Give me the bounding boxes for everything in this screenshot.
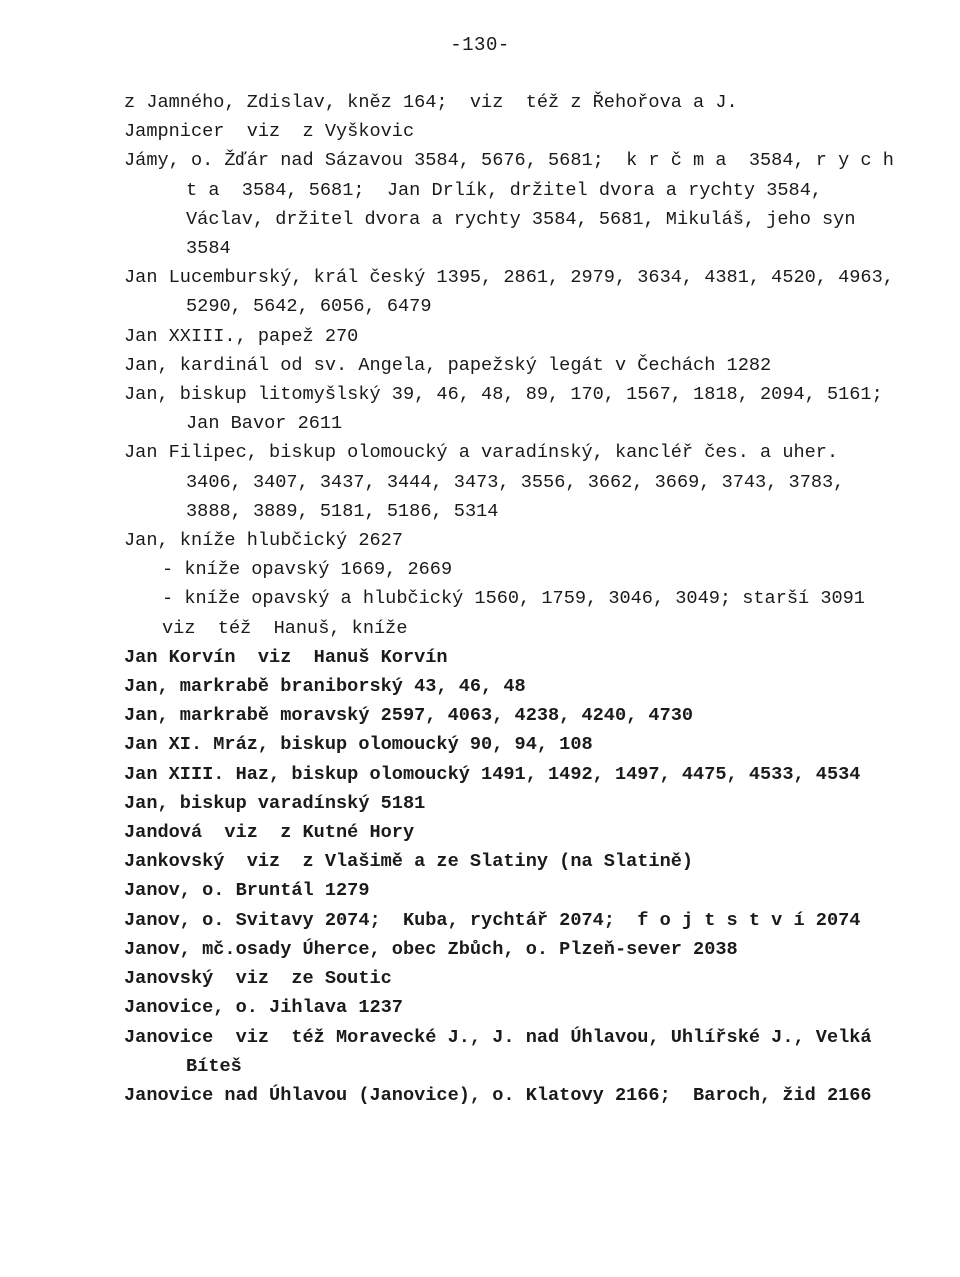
index-entry: Janovice nad Úhlavou (Janovice), o. Klatovy 2166; Baroch, žid 2166 — [124, 1084, 872, 1106]
index-entry: Jan Lucemburský, král český 1395, 2861, 2979, 3634, 4381, 4520, 4963, 5290, 5642, 6056, 6479 — [124, 267, 906, 318]
index-entry: Jan Korvín viz Hanuš Korvín — [124, 646, 448, 668]
index-entry: Jankovský viz z Vlašimě a ze Slatiny (na Slatině) — [124, 851, 694, 873]
index-entry: Jan XI. Mráz, biskup olomoucký 90, 94, 108 — [124, 734, 593, 756]
index-entry: Jampnicer viz z Vyškovic — [124, 121, 415, 143]
index-entry: Janov, o. Bruntál 1279 — [124, 880, 370, 902]
index-entry: Janov, o. Svitavy 2074; Kuba, rychtář 2074; f o j t s t v í 2074 — [124, 909, 861, 931]
index-entry: Jan XIII. Haz, biskup olomoucký 1491, 1492, 1497, 4475, 4533, 4534 — [124, 763, 861, 785]
index-entry: Jan, biskup litomyšlský 39, 46, 48, 89, 170, 1567, 1818, 2094, 5161; Jan Bavor 2611 — [124, 384, 894, 435]
index-entry: Jandová viz z Kutné Hory — [124, 822, 415, 844]
index-subentry: - kníže opavský 1669, 2669 — [162, 559, 453, 581]
index-entry: Jan, kardinál od sv. Angela, papežský legát v Čechách 1282 — [124, 354, 772, 376]
index-entry: Jan XXIII., papež 270 — [124, 325, 359, 347]
index-entry: Jan, kníže hlubčický 2627 — [124, 530, 403, 552]
index-entry: Jámy, o. Žďár nad Sázavou 3584, 5676, 5681; k r č m a 3584, r y c h t a 3584, 5681; Jan Drlík, držitel dvora a rychty 3584, Václav, držitel dvora a rychty 3584, 5681, Mikuláš, jeho syn 3584 — [124, 150, 906, 260]
page-number: -130- — [450, 34, 510, 56]
index-entry: Jan Filipec, biskup olomoucký a varadínský, kancléř čes. a uher. 3406, 3407, 3437, 3444, 3473, 3556, 3662, 3669, 3743, 3783, 3888, 3889, 5181, 5186, 5314 — [124, 442, 856, 522]
index-entry-list — [124, 88, 906, 1110]
index-entry: Janov, mč.osady Úherce, obec Zbůch, o. Plzeň-sever 2038 — [124, 938, 738, 960]
index-entry: z Jamného, Zdislav, kněz 164; viz též z Řehořova a J. — [124, 92, 738, 113]
index-subentry: - kníže opavský a hlubčický 1560, 1759, 3046, 3049; starší 3091 — [162, 588, 865, 610]
index-see-also: viz též Hanuš, kníže — [162, 617, 408, 639]
index-entry: Jan, markrabě braniborský 43, 46, 48 — [124, 676, 526, 698]
index-entry: Janovice, o. Jihlava 1237 — [124, 997, 403, 1019]
index-entry: Janovice viz též Moravecké J., J. nad Úhlavou, Uhlířské J., Velká Bíteš — [124, 1026, 883, 1077]
index-entry: Janovský viz ze Soutic — [124, 968, 392, 990]
index-entry: Jan, markrabě moravský 2597, 4063, 4238, 4240, 4730 — [124, 705, 694, 727]
index-entry: Jan, biskup varadínský 5181 — [124, 792, 426, 814]
